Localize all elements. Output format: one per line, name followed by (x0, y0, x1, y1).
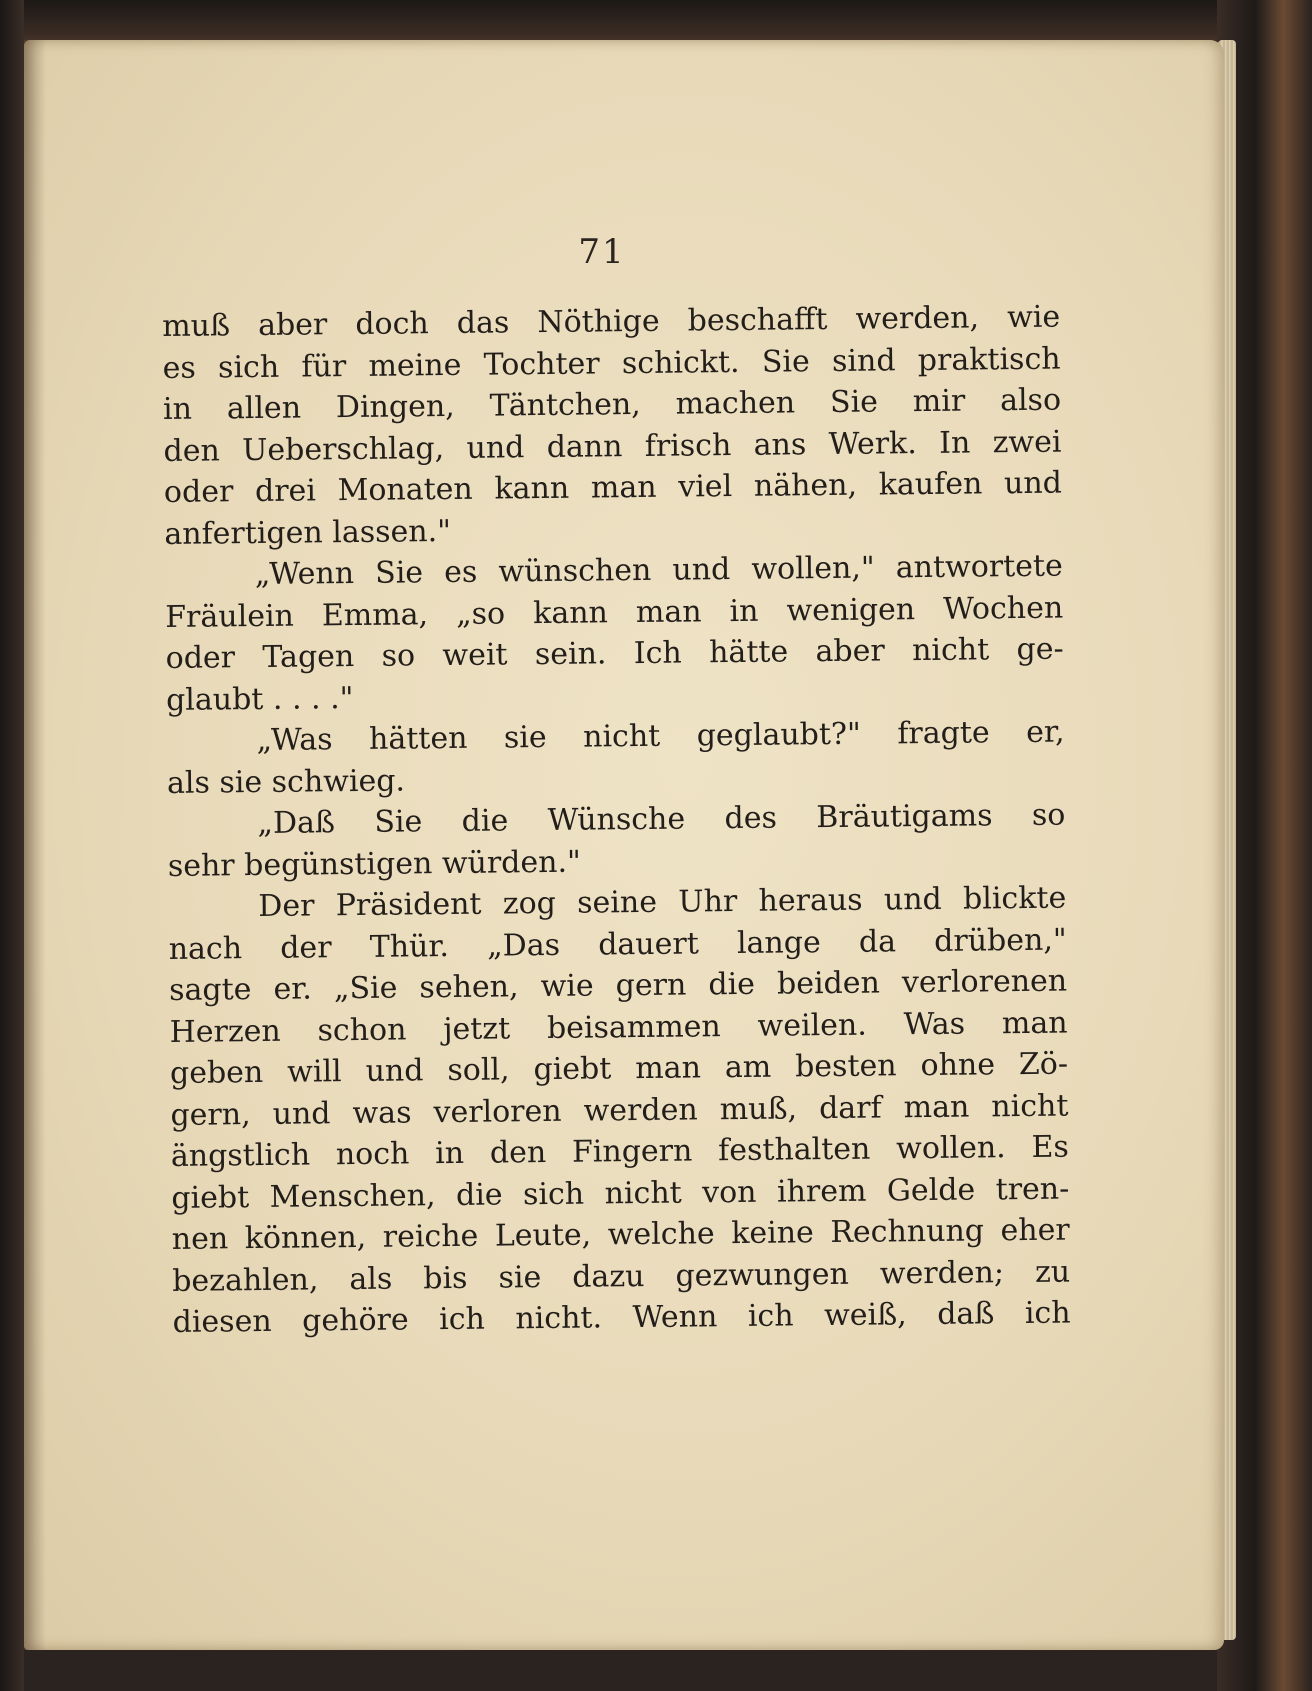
text-line: sagte er. „Sie sehen, wie gern die beiden verlorenen (168, 963, 1068, 1008)
text-line: Herzen schon jetzt beisammen weilen. Was man (169, 1005, 1068, 1050)
text-line: ängstlich noch in den Fingern festhalten wollen. Es (170, 1129, 1070, 1174)
text-line: muß aber doch das Nöthige beschafft werden, wie (162, 299, 1061, 344)
text-line: glaubt . . . ." (165, 680, 354, 718)
text-line: den Ueberschlag, und dann frisch ans Werk. In zwei (163, 424, 1062, 469)
page-gutter-shadow (24, 40, 46, 1650)
book-page (24, 40, 1224, 1650)
text-line: „Wenn Sie es wünschen und wollen," antwortete (254, 548, 1063, 593)
text-line: oder Tagen so weit sein. Ich hätte aber nicht ge- (165, 631, 1064, 676)
text-line: sehr begünstigen würden." (167, 844, 581, 884)
text-line: in allen Dingen, Täntchen, machen Sie mir also (162, 382, 1062, 427)
text-line: gern, und was verloren werden muß, darf man nicht (170, 1088, 1069, 1133)
text-line: anfertigen lassen." (164, 513, 452, 552)
text-line: geben will und soll, giebt man am besten ohne Zö- (169, 1046, 1069, 1091)
text-line: nen können, reiche Leute, welche keine Rechnung eher (171, 1212, 1070, 1257)
book-cover-left (0, 0, 24, 1691)
text-line: giebt Menschen, die sich nicht von ihrem Gelde tren- (171, 1171, 1070, 1216)
text-line: nach der Thür. „Das dauert lange da drüben," (168, 922, 1067, 967)
text-line: als sie schwieg. (166, 762, 406, 801)
text-line: bezahlen, als bis sie dazu gezwungen werden; zu (172, 1254, 1071, 1299)
body-text (162, 297, 1071, 1344)
text-line: Fräulein Emma, „so kann man in wenigen Wochen (165, 590, 1064, 635)
text-line: Der Präsident zog seine Uhr heraus und blickte (258, 880, 1067, 925)
text-line: „Daß Sie die Wünsche des Bräutigams so (257, 797, 1066, 842)
text-line: oder drei Monaten kann man viel nähen, kaufen und (163, 465, 1063, 510)
page-number: 71 (578, 232, 626, 272)
text-line: es sich für meine Tochter schickt. Sie sind praktisch (162, 341, 1061, 386)
text-line: diesen gehöre ich nicht. Wenn ich weiß, daß ich (172, 1295, 1071, 1340)
text-line: „Was hätten sie nicht geglaubt?" fragte er, (256, 714, 1065, 759)
